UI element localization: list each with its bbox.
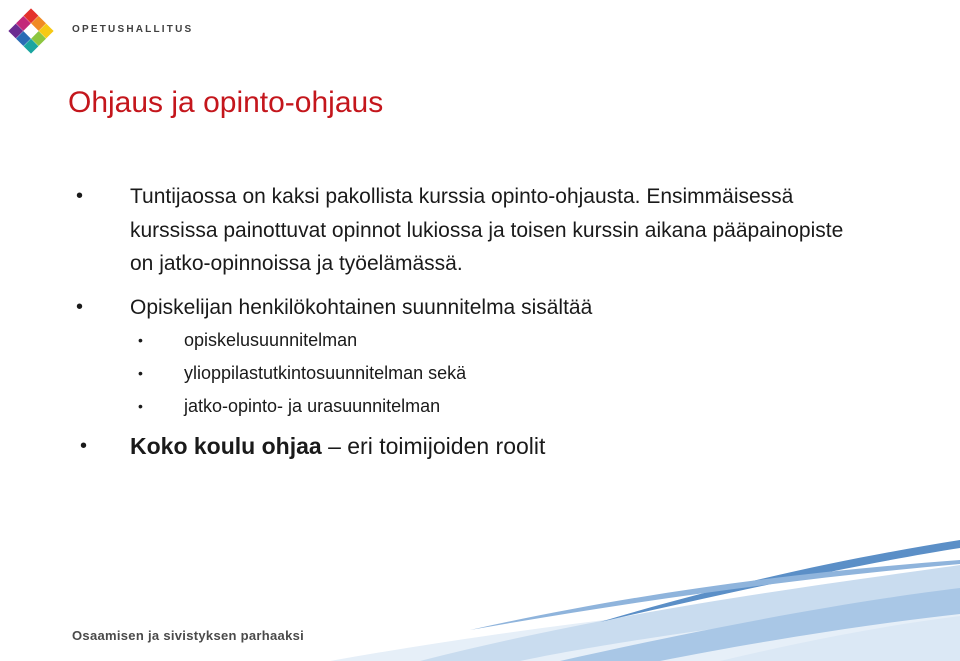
sub-bullet-text: opiskelusuunnitelman (184, 330, 358, 350)
bullet-glyph: • (76, 185, 84, 207)
bullet-glyph: • (138, 332, 143, 348)
bullet-glyph: • (76, 295, 84, 318)
sub-bullet-text: jatko-opinto- ja urasuunnitelman (184, 396, 441, 416)
bullet-rest-text: – eri toimijoiden roolit (321, 433, 546, 459)
bullet-text: Opiskelijan henkilökohtainen suunnitelma sisältää (130, 295, 593, 319)
bullet-glyph: • (80, 435, 88, 457)
slide-title: Ohjaus ja opinto-ohjaus (68, 86, 384, 119)
bullet-glyph: • (138, 365, 143, 381)
bullet-strong-text: Koko koulu ohjaa (130, 433, 322, 459)
footer-slogan: Osaamisen ja sivistyksen parhaaksi (72, 628, 305, 643)
bullet-glyph: • (138, 398, 143, 414)
sub-bullet-text: ylioppilastutkintosuunnitelman sekä (184, 363, 467, 383)
org-name: OPETUSHALLITUS (72, 24, 194, 35)
bullet-text: Tuntijaossa on kaksi pakollista kurssia opinto-ohjausta. Ensimmäisessä kurssissa painottuvat opinnot lukiossa ja toisen kurssin aikana pääpainopiste on jatko-opinnoissa ja työelämässä. (130, 185, 844, 275)
